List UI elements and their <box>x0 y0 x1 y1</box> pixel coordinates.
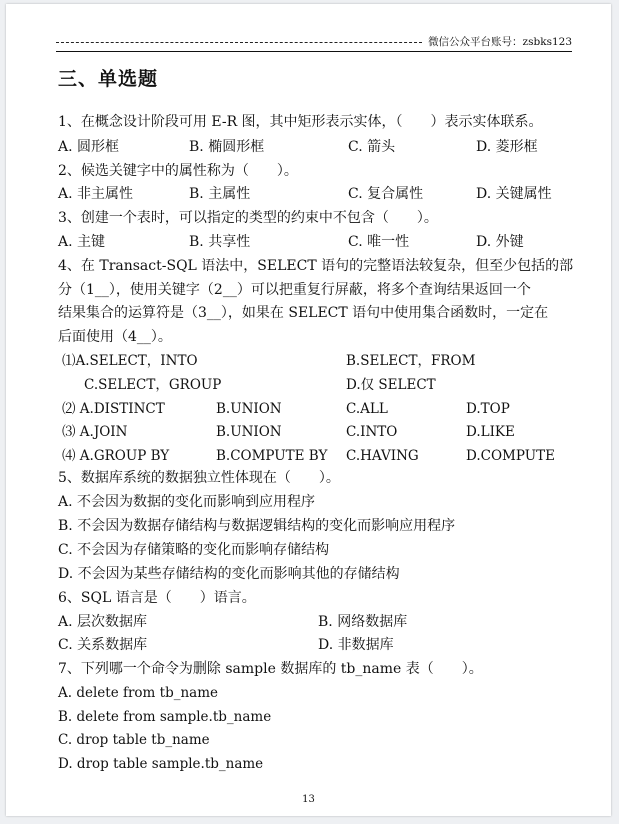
q2-option-c: C. 复合属性 <box>348 186 424 202</box>
q4-part2-option-b: B.UNION <box>216 401 282 417</box>
q6-option-b: B. 网络数据库 <box>318 614 408 630</box>
q4-part4-option-d: D.COMPUTE <box>466 448 555 464</box>
q1-option-d: D. 菱形框 <box>476 139 538 155</box>
page-number: 13 <box>302 794 315 805</box>
q4-part1-option-c: C.SELECT，GROUP <box>84 377 222 393</box>
q4-stem-line: 后面使用（4__）。 <box>58 329 172 345</box>
header-text: 微信公众平台账号：zsbks123 <box>428 36 572 48</box>
q4-part1-option-b: B.SELECT，FROM <box>346 353 476 369</box>
q4-part4-option-a: ⑷ A.GROUP BY <box>62 448 170 464</box>
q3-option-a: A. 主键 <box>58 234 106 250</box>
q3-stem: 3、创建一个表时，可以指定的类型的约束中不包含（ ）。 <box>58 210 438 226</box>
q4-part2-option-a: ⑵ A.DISTINCT <box>62 401 165 417</box>
q5-option-b: B. 不会因为数据存储结构与数据逻辑结构的变化而影响应用程序 <box>58 518 456 534</box>
section-title: 三、单选题 <box>58 68 159 90</box>
q4-part1-option-d: D.仅 SELECT <box>346 377 436 393</box>
q7-option-b: B. delete from sample.tb_name <box>58 709 272 725</box>
q7-option-c: C. drop table tb_name <box>58 732 210 748</box>
q4-stem-line: 结果集合的运算符是（3__），如果在 SELECT 语句中使用集合函数时，一定在 <box>58 305 549 321</box>
q2-stem: 2、候选关键字中的属性称为（ ）。 <box>58 163 298 179</box>
q1-stem: 1、在概念设计阶段可用 E-R 图，其中矩形表示实体，（ ）表示实体联系。 <box>58 114 543 130</box>
q4-stem-line: 4、在 Transact-SQL 语法中，SELECT 语句的完整语法较复杂，但至少包括的部 <box>58 258 574 274</box>
q4-part1-option-a: ⑴A.SELECT，INTO <box>62 353 198 369</box>
q4-part4-option-c: C.HAVING <box>346 448 419 464</box>
q2-option-b: B. 主属性 <box>189 186 251 202</box>
q6-option-c: C. 关系数据库 <box>58 637 148 653</box>
q4-part2-option-d: D.TOP <box>466 401 510 417</box>
q3-option-b: B. 共享性 <box>189 234 251 250</box>
header-dashed-line <box>56 42 422 43</box>
header-rule <box>56 51 572 52</box>
q4-part3-option-d: D.LIKE <box>466 424 515 440</box>
page-header <box>56 32 572 50</box>
q5-option-a: A. 不会因为数据的变化而影响到应用程序 <box>58 494 316 510</box>
q4-stem-line: 分（1__），使用关键字（2__）可以把重复行屏蔽，将多个查询结果返回一个 <box>58 282 531 298</box>
q4-part3-option-b: B.UNION <box>216 424 282 440</box>
q4-part3-option-a: ⑶ A.JOIN <box>62 424 128 440</box>
q5-stem: 5、数据库系统的数据独立性体现在（ ）。 <box>58 470 340 486</box>
q3-option-c: C. 唯一性 <box>348 234 410 250</box>
q6-stem: 6、SQL 语言是（ ）语言。 <box>58 590 256 606</box>
document-page <box>6 4 611 816</box>
q3-option-d: D. 外键 <box>476 234 524 250</box>
q1-option-c: C. 箭头 <box>348 139 396 155</box>
q7-option-a: A. delete from tb_name <box>58 685 218 701</box>
q7-option-d: D. drop table sample.tb_name <box>58 756 264 772</box>
q1-option-b: B. 椭圆形框 <box>189 139 265 155</box>
q7-stem: 7、下列哪一个命令为删除 sample 数据库的 tb_name 表（ ）。 <box>58 661 483 677</box>
q2-option-a: A. 非主属性 <box>58 186 134 202</box>
q2-option-d: D. 关键属性 <box>476 186 552 202</box>
q4-part4-option-b: B.COMPUTE BY <box>216 448 328 464</box>
q5-option-c: C. 不会因为存储策略的变化而影响存储结构 <box>58 542 330 558</box>
q6-option-d: D. 非数据库 <box>318 637 394 653</box>
q6-option-a: A. 层次数据库 <box>58 614 148 630</box>
q1-option-a: A. 圆形框 <box>58 139 120 155</box>
q5-option-d: D. 不会因为某些存储结构的变化而影响其他的存储结构 <box>58 566 400 582</box>
q4-part2-option-c: C.ALL <box>346 401 388 417</box>
q4-part3-option-c: C.INTO <box>346 424 398 440</box>
